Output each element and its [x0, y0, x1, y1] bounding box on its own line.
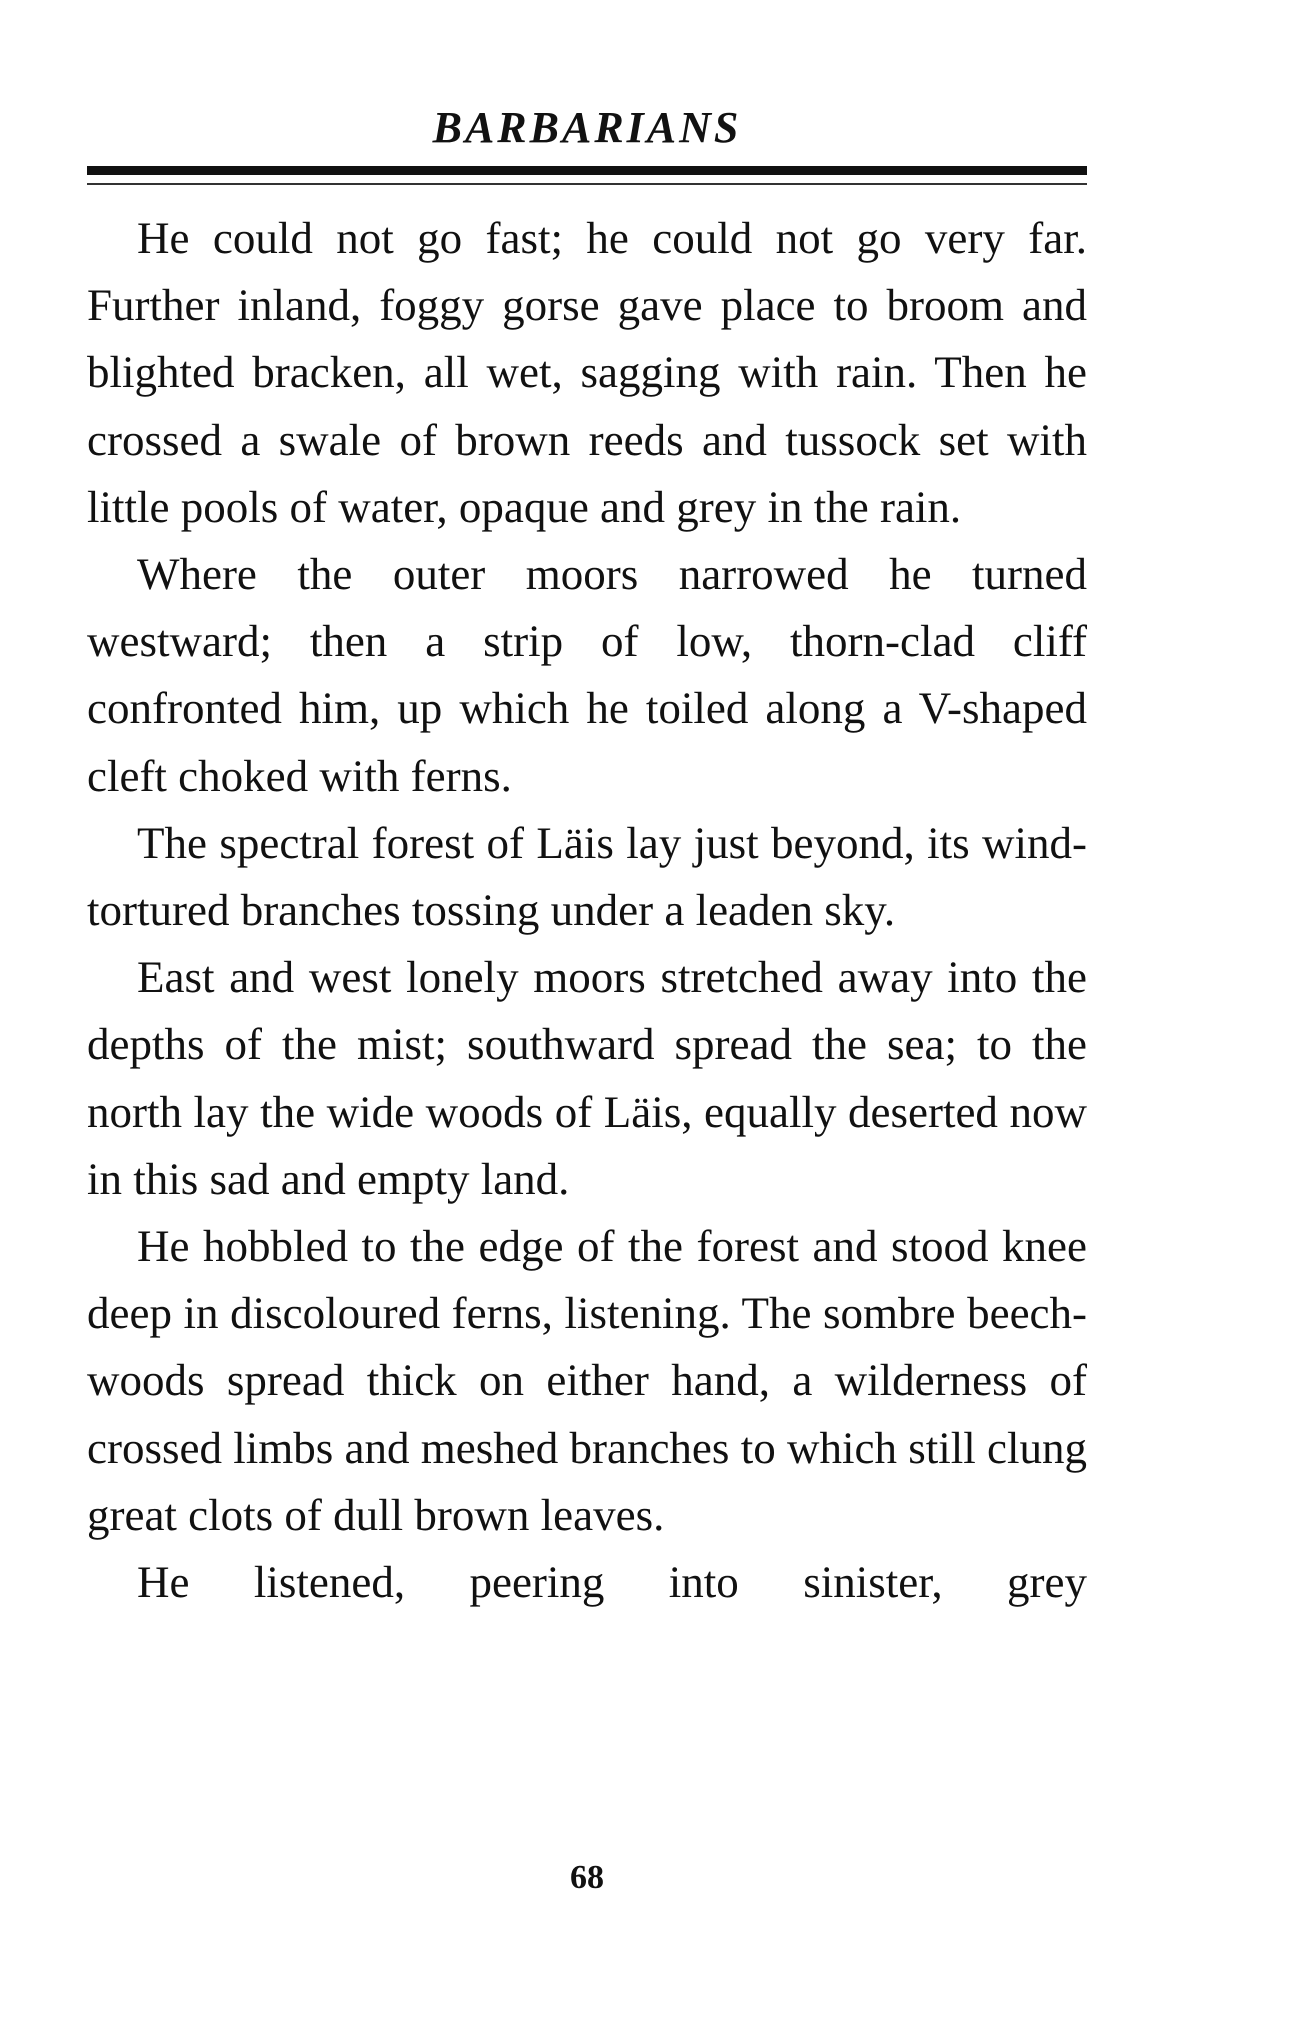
paragraph: He listened, peering into sinister, grey: [137, 1557, 1087, 1608]
header-rule-thin: [87, 183, 1087, 185]
header-rule-thick: [87, 166, 1087, 175]
paragraph: He hobbled to the edge of the forest and stood knee deep in discoloured ferns, listening. The sombre beech-woods spread thick on either hand, a wilderness of crossed limbs and meshed branches to which still clung great clots of dull brown leaves.: [87, 1221, 1087, 1540]
paragraph: East and west lonely moors stretched away into the depths of the mist; southward spread the sea; to the north lay the wide woods of Läis, equally deserted now in this sad and empty land.: [87, 952, 1087, 1204]
body-text: [87, 205, 1087, 1616]
paragraph: The spectral forest of Läis lay just beyond, its wind-tortured branches tossing under a leaden sky.: [87, 817, 1087, 936]
paragraph: Where the outer moors narrowed he turned westward; then a strip of low, thorn-clad cliff confronted him, up which he toiled along a V-shaped cleft choked with ferns.: [87, 549, 1087, 801]
running-title: BARBARIANS: [432, 103, 742, 152]
paragraph: He could not go fast; he could not go very far. Further inland, foggy gorse gave place to broom and blighted bracken, all wet, sagging with rain. Then he crossed a swale of brown reeds and tussock set with little pools of water, opaque and grey in the rain.: [87, 213, 1087, 532]
page-number: 68: [570, 1859, 604, 1896]
